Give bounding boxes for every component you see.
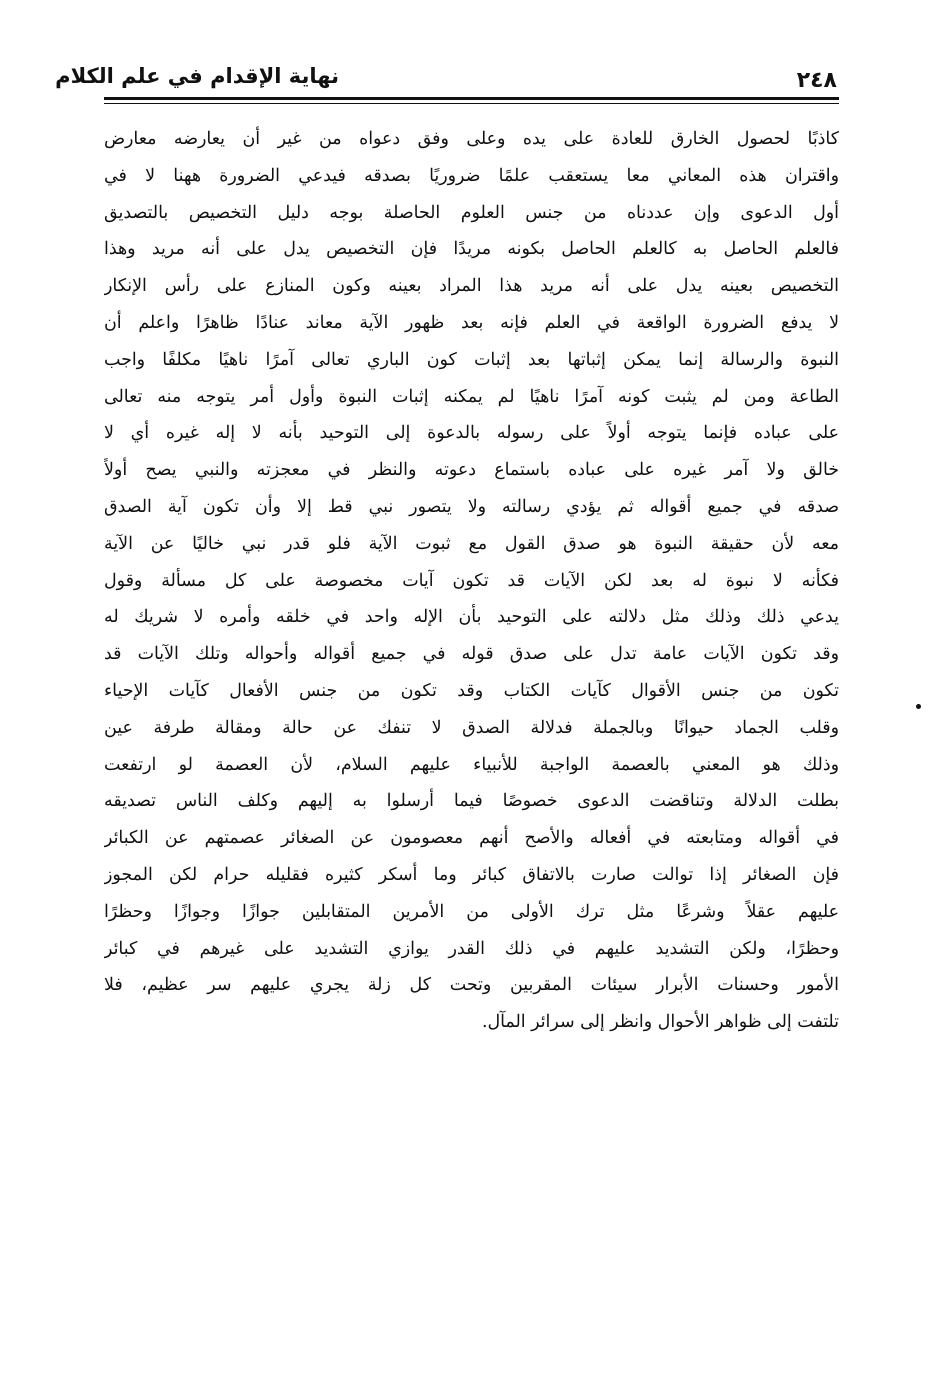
text-line: صدقه في جميع أقواله ثم يؤدي رسالته ولا يتصور نبي قط إلا وأن تكون آية الصدق xyxy=(104,496,839,517)
text-line: فكأنه لا نبوة له بعد لكن الآيات قد تكون آيات مخصوصة على كل مسألة وقول xyxy=(104,570,839,591)
text-line: فالعلم الحاصل به كالعلم الحاصل بكونه مريدًا فإن التخصيص يدل على أنه مريد وهذا xyxy=(104,239,839,260)
text-line: الأمور وحسنات الأبرار سيئات المقربين وتحت كل زلة يجري عليهم سر عظيم، فلا xyxy=(104,975,839,996)
text-line: كاذبًا لحصول الخارق للعادة على يده وعلى وفق دعواه من غير أن يعارضه معارض xyxy=(104,129,839,149)
text-line: بطلت الدلالة وتناقضت الدعوى خصوصًا فيما أرسلوا به إليهم وكلف الناس تصديقه xyxy=(104,791,839,812)
text-line: وقلب الجماد حيوانًا وبالجملة فدلالة الصدق لا تنفك عن حالة ومقالة طرفة عين xyxy=(104,717,839,738)
running-title: نهاية الإقدام في علم الكلام xyxy=(55,64,339,88)
text-line: خالق ولا آمر غيره على عباده باستماع دعوته والنظر في معجزته والنبي يصح أولاً xyxy=(104,460,839,481)
text-line: وقد تكون الآيات عامة تدل على صدق قوله في جميع أقواله وأحواله وتلك الآيات قد xyxy=(104,644,839,665)
text-line: في أقواله ومتابعته في أفعاله والأصح أنهم معصومون عن الصغائر عصمتهم عن الكبائر xyxy=(104,828,839,849)
text-line: أول الدعوى وإن عددناه من جنس العلوم الحاصلة بوجه دليل التخصيص بالتصديق xyxy=(104,202,839,223)
header-rule-thin xyxy=(104,103,839,104)
text-line: وذلك هو المعني بالعصمة الواجبة للأنبياء عليهم السلام، لأن العصمة لو ارتفعت xyxy=(104,754,839,775)
text-line: فإن الصغائر إذا توالت صارت بالاتفاق كبائر وما أسكر كثيره فقليله حرام لكن المجوز xyxy=(104,864,839,885)
page-number: ٢٤٨ xyxy=(796,68,837,93)
text-line: النبوة والرسالة إنما يمكن إثباتها بعد إثبات كون الباري تعالى آمرًا ناهيًا مكلفًا واجب xyxy=(104,349,839,370)
text-line: وحظرًا، ولكن التشديد عليهم في ذلك القدر يوازي التشديد على غيرهم في كبائر xyxy=(104,938,839,959)
text-line: تكون من جنس الأقوال كآيات الكتاب وقد تكون من جنس الأفعال كآيات الإحياء xyxy=(104,680,839,701)
margin-dot xyxy=(916,704,921,709)
text-line: عليهم عقلاً وشرعًا مثل ترك الأولى من الأمرين المتقابلين جوازًا وجوازًا وحظرًا xyxy=(104,901,839,922)
header-rule-thick xyxy=(104,97,839,100)
body-text xyxy=(104,121,839,1041)
text-line-last: تلتفت إلى ظواهر الأحوال وانظر إلى سرائر المآل. xyxy=(481,1012,839,1033)
text-line: على عباده فإنما يتوجه أولاً على رسوله بالدعوة إلى التوحيد بأنه لا إله غيره أي لا xyxy=(104,423,839,444)
page-header xyxy=(55,58,839,104)
text-line: التخصيص بعينه يدل على أنه مريد هذا المراد بعينه وكون المنازع على رأس الإنكار xyxy=(104,276,839,297)
text-line: واقتران هذه المعاني معا يستعقب علمًا ضروريًا بصدقه فيدعي الضرورة ههنا لا في xyxy=(104,165,839,186)
text-line: يدعي ذلك وذلك مثل دلالته على التوحيد بأن الإله واحد في خلقه وأمره لا شريك له xyxy=(104,607,839,628)
text-line: معه لأن حقيقة النبوة هو صدق القول مع ثبوت الآية فلو قدر نبي خاليًا عن الآية xyxy=(104,533,839,554)
text-line: الطاعة ومن لم يثبت كونه آمرًا ناهيًا لم يمكنه إثبات النبوة وأول أمر يتوجه منه تعالى xyxy=(104,386,839,407)
text-line: لا يدفع الضرورة الواقعة في العلم فإنه بعد ظهور الآية معاند عنادًا ظاهرًا واعلم أن xyxy=(104,312,839,333)
